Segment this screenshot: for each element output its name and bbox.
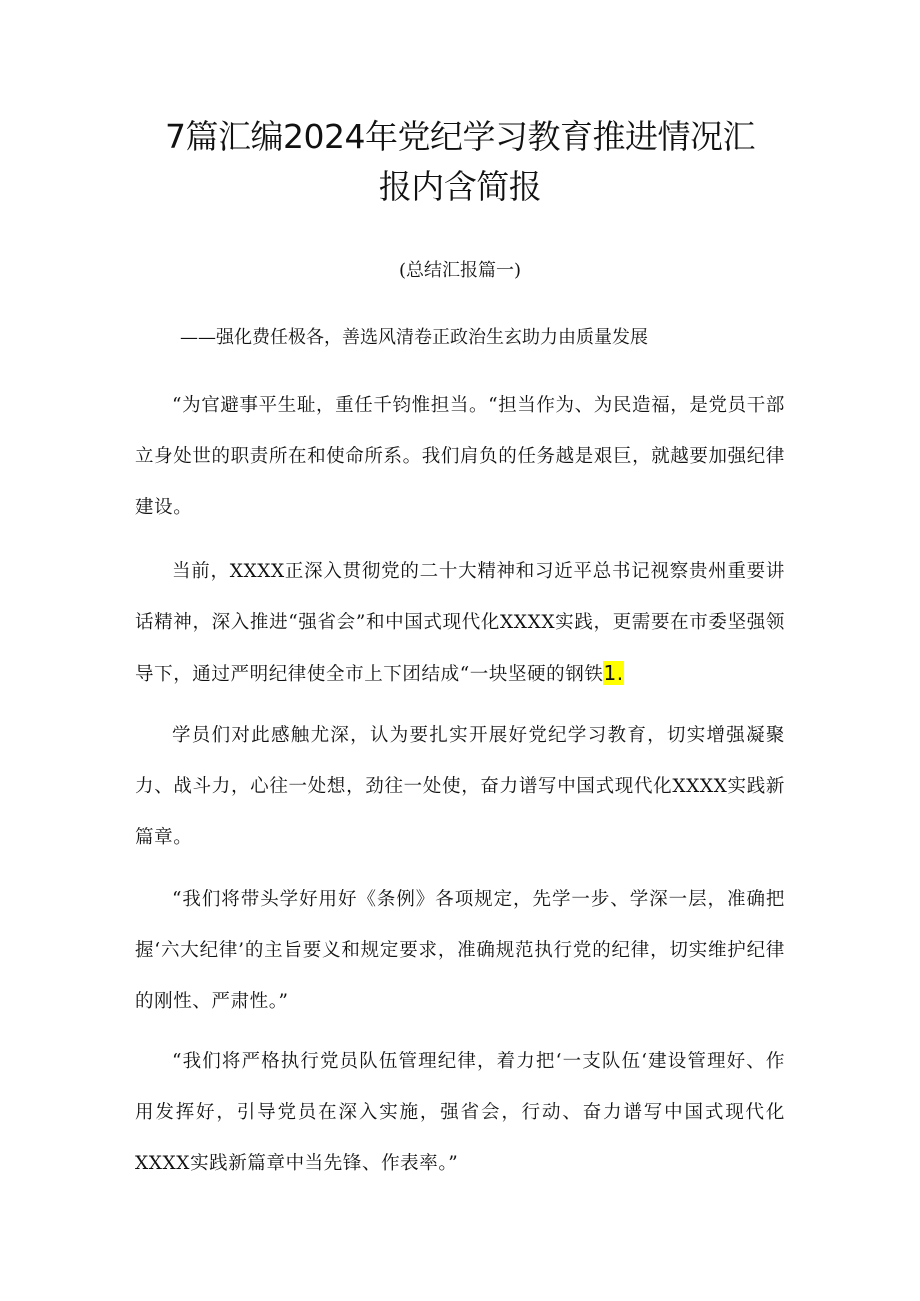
document-title: 7篇汇编2024年党纪学习教育推进情况汇报内含简报 [165,117,755,206]
document-tagline: ——强化费任极各，善选风清卷正政治生玄助力由质量发展 [180,327,648,348]
paragraph-1: “为官避事平生耻，重任千钧惟担当。“担当作为、为民造福，是党员干部立身处世的职责所在和使命所系。我们肩负的任务越是艰巨，就越要加强纪律建设。 [135,395,785,518]
paragraph-2 [135,546,785,700]
document-subtitle: (总结汇报篇一) [398,260,522,281]
highlighted-mark: 1. [603,661,624,685]
paragraph-2-text: 当前，XXXX正深入贯彻党的二十大精神和习近平总书记视察贵州重要讲话精神，深入推进“强省会”和中国式现代化XXXX实践，更需要在市委坚强领导下，通过严明纪律使全市上下团结成“一块坚硬的钢铁 [135,561,785,685]
paragraph-3: 学员们对此感触尤深，认为要扎实开展好党纪学习教育，切实增强凝聚力、战斗力，心往一处想，劲往一处使，奋力谱写中国式现代化XXXX实践新篇章。 [135,725,785,848]
paragraph-5: “我们将严格执行党员队伍管理纪律，着力把‘一支队伍‘建设管理好、作用发挥好，引导党员在深入实施，强省会，行动、奋力谱写中国式现代化XXXX实践新篇章中当先锋、作表率。” [135,1051,785,1174]
paragraph-4: “我们将带头学好用好《条例》各项规定，先学一步、学深一层，准确把握‘六大纪律’的主旨要义和规定要求，准确规范执行党的纪律，切实维护纪律的刚性、严肃性。” [135,889,785,1012]
